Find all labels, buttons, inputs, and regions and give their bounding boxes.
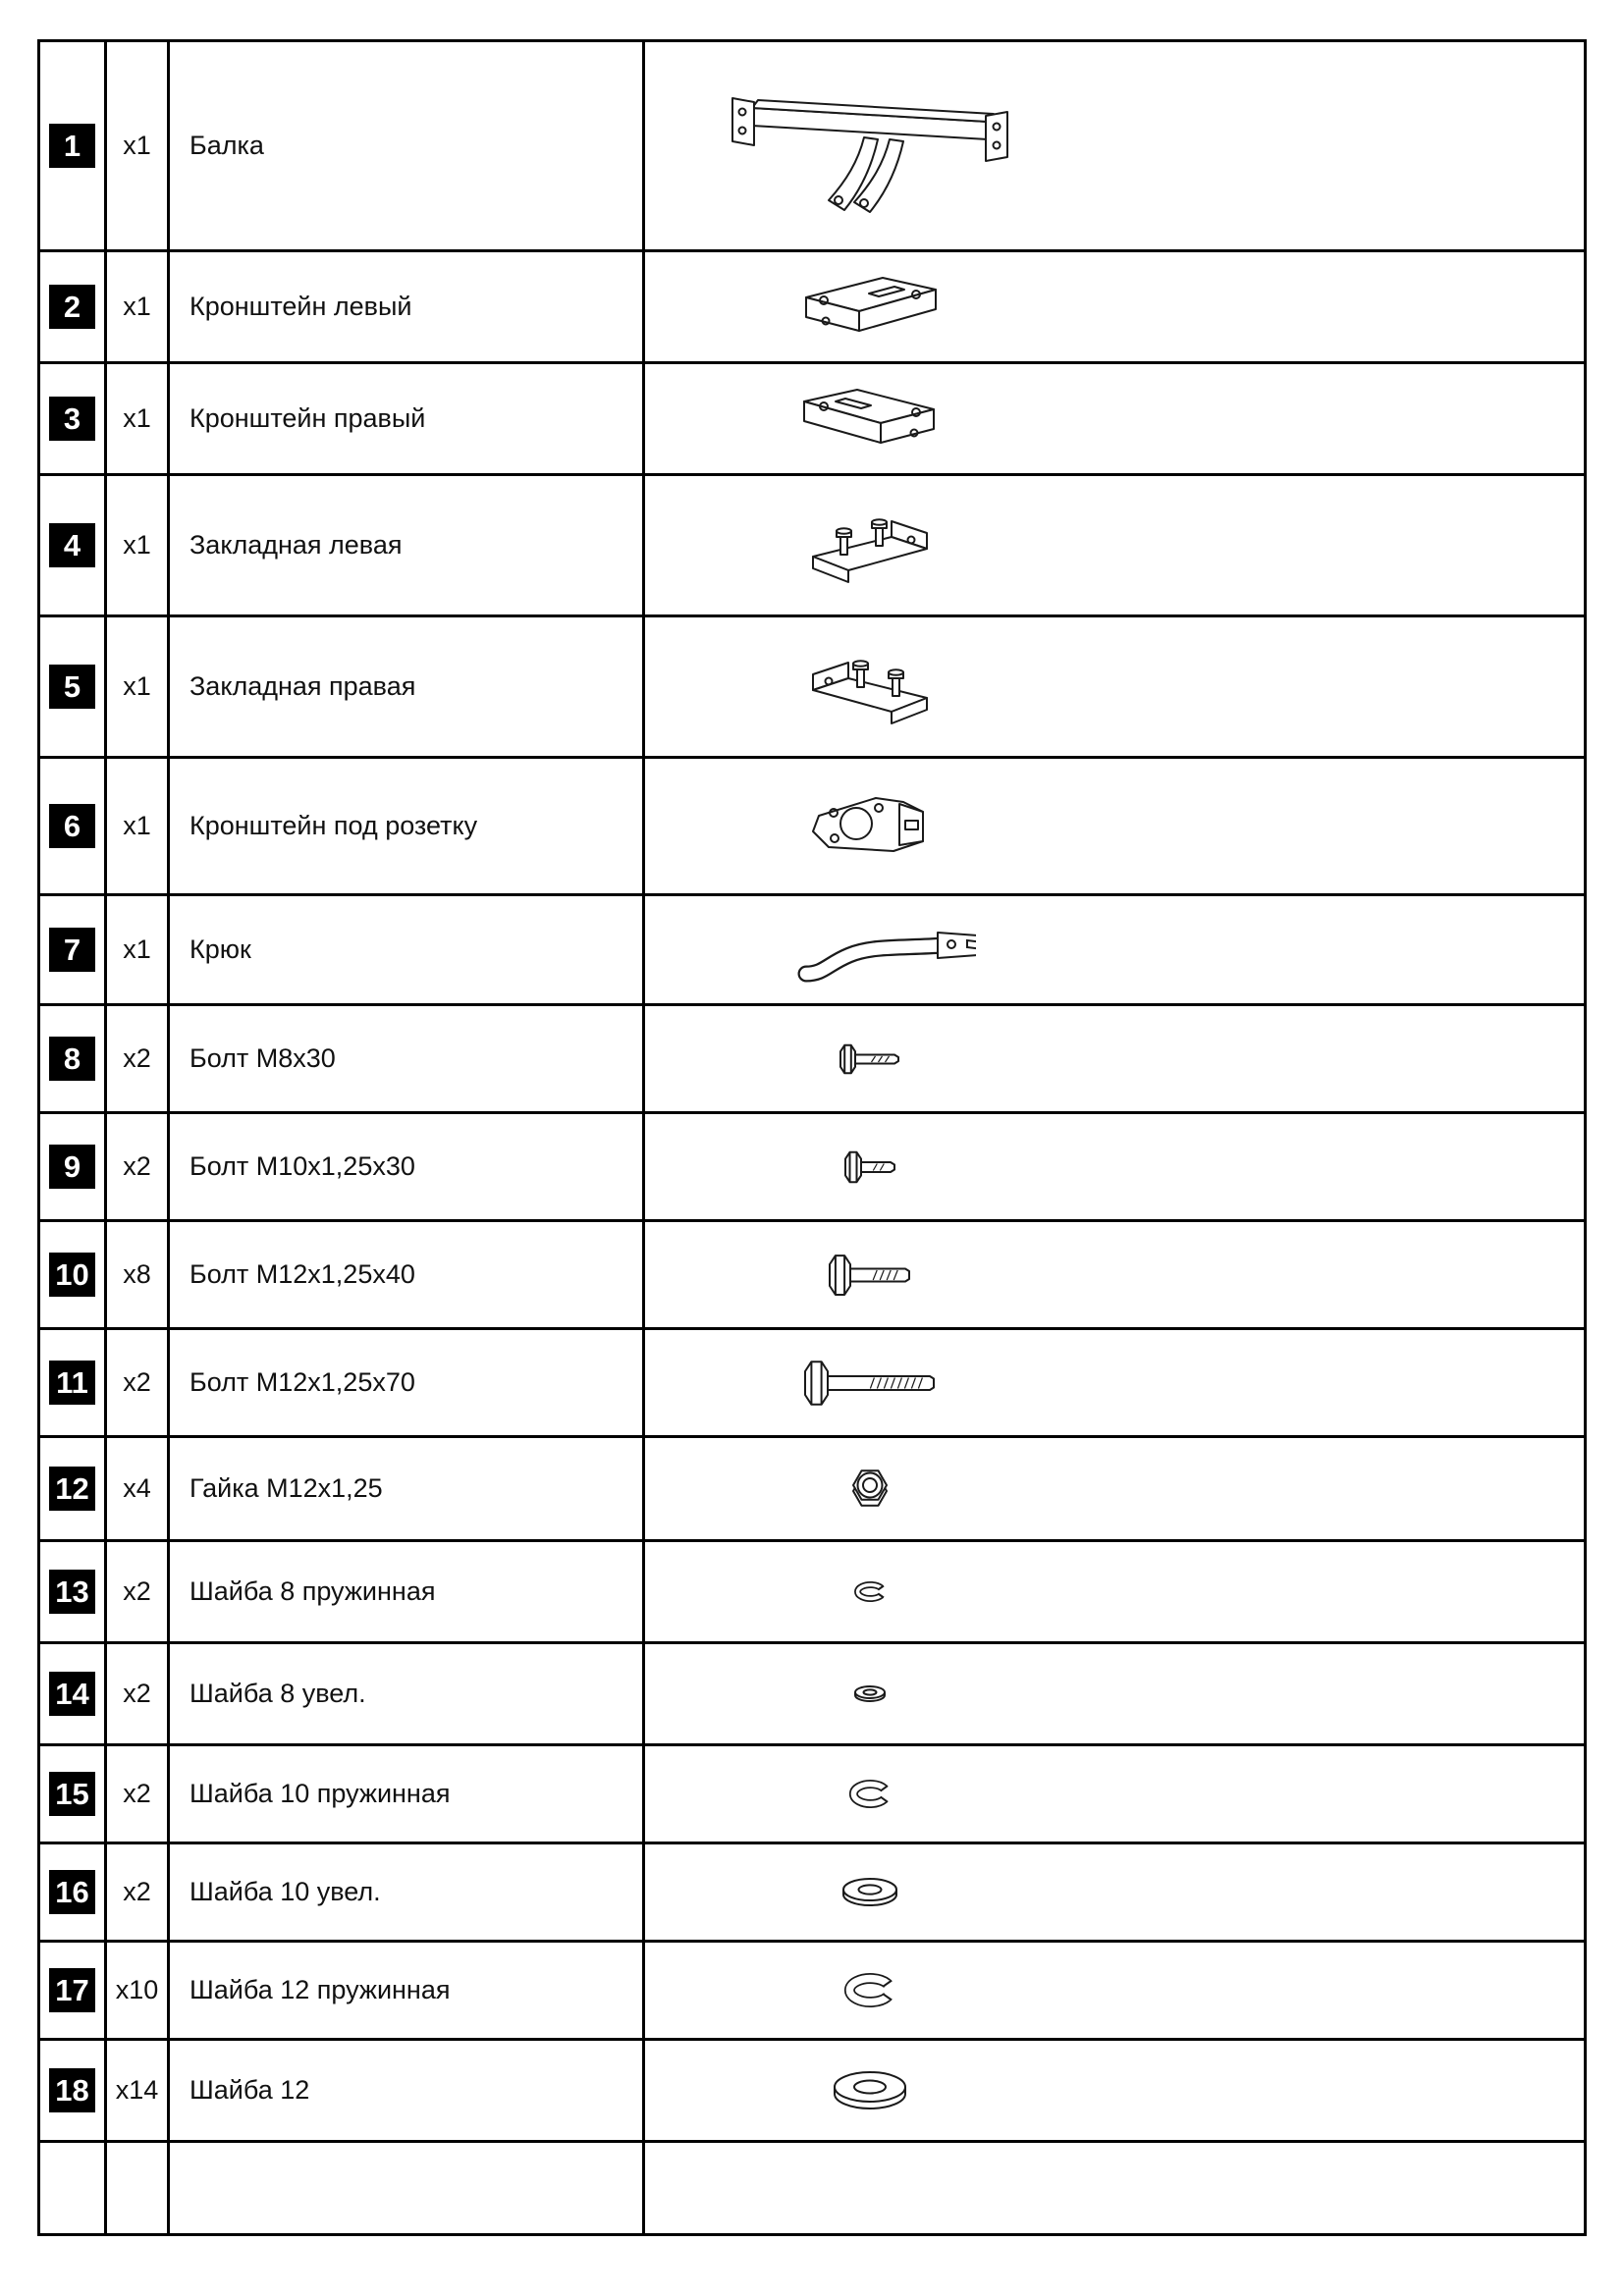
part-number-cell (40, 1222, 107, 1327)
part-name-cell (170, 759, 645, 893)
part-name-cell (170, 1222, 645, 1327)
part-qty: x14 (115, 2075, 159, 2105)
part-number-badge: 6 (49, 804, 95, 848)
part-number-cell (40, 1330, 107, 1435)
part-illustration-cell (645, 364, 1584, 473)
part-name-cell (170, 476, 645, 614)
part-name: Шайба 10 увел. (189, 1877, 381, 1906)
flat-washer-12-icon (645, 2069, 1095, 2112)
part-illustration-cell (645, 1006, 1584, 1111)
part-qty-cell (107, 2143, 170, 2233)
part-name-cell (170, 252, 645, 361)
part-qty: x10 (115, 1975, 159, 2004)
part-name: Шайба 8 пружинная (189, 1576, 436, 1606)
part-number-cell (40, 1006, 107, 1111)
part-qty-cell (107, 42, 170, 249)
part-illustration-cell (645, 252, 1584, 361)
part-name: Шайба 12 пружинная (189, 1975, 451, 2004)
part-qty: x1 (123, 811, 151, 840)
part-qty-cell (107, 896, 170, 1003)
bolt-m10x30-icon (645, 1148, 1095, 1186)
part-number-badge: 2 (49, 285, 95, 329)
part-number-cell (40, 364, 107, 473)
part-illustration-cell (645, 1222, 1584, 1327)
part-name: Балка (189, 131, 264, 160)
part-qty: x1 (123, 403, 151, 433)
part-qty-cell (107, 1644, 170, 1743)
part-number-badge: 10 (49, 1253, 95, 1297)
part-name: Шайба 8 увел. (189, 1679, 366, 1708)
part-number-badge: 9 (49, 1145, 95, 1189)
part-number-cell (40, 1844, 107, 1940)
part-illustration-cell (645, 2041, 1584, 2140)
part-name-cell (170, 1330, 645, 1435)
table-row (40, 42, 1584, 252)
part-qty: x2 (123, 1679, 151, 1708)
flat-washer-10-icon (645, 1876, 1095, 1909)
part-name-cell (170, 42, 645, 249)
part-qty-cell (107, 1006, 170, 1111)
part-illustration-cell (645, 617, 1584, 756)
spring-washer-8-icon (645, 1578, 1095, 1605)
table-row (40, 1330, 1584, 1438)
part-qty-cell (107, 252, 170, 361)
bolt-m8x30-icon (645, 1041, 1095, 1077)
nut-m12-icon (645, 1467, 1095, 1512)
part-name-cell (170, 1438, 645, 1539)
beam-icon (645, 73, 1095, 220)
bolt-m12x40-icon (645, 1252, 1095, 1299)
part-illustration-cell (645, 1542, 1584, 1641)
part-name: Закладная правая (189, 671, 416, 701)
part-number-badge: 11 (49, 1361, 95, 1405)
part-qty-cell (107, 1943, 170, 2038)
part-number-cell (40, 1943, 107, 2038)
part-qty-cell (107, 2041, 170, 2140)
part-number-cell (40, 617, 107, 756)
part-number-badge: 1 (49, 124, 95, 168)
part-qty-cell (107, 1114, 170, 1219)
table-row (40, 2041, 1584, 2143)
table-row (40, 476, 1584, 617)
part-qty: x2 (123, 1576, 151, 1606)
part-name: Болт М10х1,25х30 (189, 1151, 415, 1181)
flat-washer-8-icon (645, 1683, 1095, 1705)
part-illustration-cell (645, 476, 1584, 614)
part-name-cell (170, 1844, 645, 1940)
part-qty-cell (107, 759, 170, 893)
part-number-cell (40, 2143, 107, 2233)
part-illustration-cell (645, 2143, 1584, 2233)
part-illustration-cell (645, 42, 1584, 249)
part-number-badge: 16 (49, 1870, 95, 1914)
hook-icon (645, 916, 1095, 985)
part-qty-cell (107, 476, 170, 614)
part-qty-cell (107, 1844, 170, 1940)
plate-right-icon (645, 645, 1095, 728)
part-name: Шайба 12 (189, 2075, 310, 2105)
part-name: Гайка М12х1,25 (189, 1473, 383, 1503)
part-number-cell (40, 1438, 107, 1539)
part-name-cell (170, 1943, 645, 2038)
part-number-cell (40, 476, 107, 614)
table-row (40, 1844, 1584, 1943)
part-name-cell (170, 1746, 645, 1842)
part-name: Кронштейн правый (189, 403, 426, 433)
part-qty-cell (107, 1746, 170, 1842)
part-number-badge: 18 (49, 2068, 95, 2112)
part-number-badge: 15 (49, 1772, 95, 1816)
part-qty-cell (107, 1222, 170, 1327)
part-name: Кронштейн под розетку (189, 811, 478, 840)
part-qty-cell (107, 1330, 170, 1435)
part-illustration-cell (645, 1943, 1584, 2038)
socket-bracket-icon (645, 784, 1095, 868)
part-illustration-cell (645, 1330, 1584, 1435)
part-name: Болт М12х1,25х70 (189, 1367, 415, 1397)
part-name: Болт М12х1,25х40 (189, 1259, 415, 1289)
spring-washer-12-icon (645, 1970, 1095, 2010)
part-number-cell (40, 759, 107, 893)
part-qty-cell (107, 364, 170, 473)
part-qty: x2 (123, 1877, 151, 1906)
part-name-cell (170, 896, 645, 1003)
table-row (40, 1438, 1584, 1542)
part-qty-cell (107, 617, 170, 756)
part-number-badge: 3 (49, 397, 95, 441)
part-name-cell (170, 1006, 645, 1111)
part-number-badge: 14 (49, 1672, 95, 1716)
part-name: Кронштейн левый (189, 292, 412, 321)
plate-left-icon (645, 504, 1095, 587)
part-number-cell (40, 1746, 107, 1842)
bracket-right-icon (645, 380, 1095, 458)
part-illustration-cell (645, 759, 1584, 893)
part-qty: x2 (123, 1043, 151, 1073)
part-qty: x1 (123, 934, 151, 964)
spring-washer-10-icon (645, 1777, 1095, 1811)
part-number-cell (40, 1644, 107, 1743)
part-number-cell (40, 42, 107, 249)
part-number-badge: 7 (49, 928, 95, 972)
part-illustration-cell (645, 1644, 1584, 1743)
part-qty: x4 (123, 1473, 151, 1503)
table-row (40, 364, 1584, 476)
part-name-cell (170, 2041, 645, 2140)
part-number-cell (40, 2041, 107, 2140)
part-qty: x2 (123, 1151, 151, 1181)
table-row (40, 2143, 1584, 2233)
part-name-cell (170, 364, 645, 473)
part-number-badge: 12 (49, 1467, 95, 1511)
part-number-badge: 8 (49, 1037, 95, 1081)
part-name-cell (170, 1542, 645, 1641)
part-number-cell (40, 1114, 107, 1219)
bolt-m12x70-icon (645, 1358, 1095, 1409)
part-number-cell (40, 1542, 107, 1641)
part-qty: x1 (123, 131, 151, 160)
part-name: Закладная левая (189, 530, 403, 560)
parts-table (37, 39, 1587, 2236)
table-row (40, 1006, 1584, 1114)
part-name-cell (170, 1114, 645, 1219)
part-illustration-cell (645, 1746, 1584, 1842)
bracket-left-icon (645, 268, 1095, 347)
part-qty: x8 (123, 1259, 151, 1289)
table-row (40, 759, 1584, 896)
table-row (40, 1114, 1584, 1222)
part-number-badge: 17 (49, 1968, 95, 2012)
part-name: Крюк (189, 934, 251, 964)
table-row (40, 896, 1584, 1006)
part-number-badge: 13 (49, 1570, 95, 1614)
part-name-cell (170, 617, 645, 756)
table-row (40, 252, 1584, 364)
part-qty: x1 (123, 671, 151, 701)
part-number-cell (40, 896, 107, 1003)
part-number-badge: 5 (49, 665, 95, 709)
table-row (40, 1542, 1584, 1644)
part-illustration-cell (645, 1844, 1584, 1940)
part-qty-cell (107, 1438, 170, 1539)
table-row (40, 1746, 1584, 1844)
table-row (40, 617, 1584, 759)
part-qty: x1 (123, 530, 151, 560)
part-number-cell (40, 252, 107, 361)
table-row (40, 1644, 1584, 1746)
part-qty: x2 (123, 1367, 151, 1397)
part-illustration-cell (645, 1114, 1584, 1219)
table-row (40, 1222, 1584, 1330)
part-qty: x2 (123, 1779, 151, 1808)
part-name: Шайба 10 пружинная (189, 1779, 451, 1808)
part-illustration-cell (645, 896, 1584, 1003)
part-illustration-cell (645, 1438, 1584, 1539)
table-row (40, 1943, 1584, 2041)
part-number-badge: 4 (49, 523, 95, 567)
part-qty-cell (107, 1542, 170, 1641)
part-name-cell (170, 1644, 645, 1743)
part-qty: x1 (123, 292, 151, 321)
part-name-cell (170, 2143, 645, 2233)
part-name: Болт М8х30 (189, 1043, 336, 1073)
